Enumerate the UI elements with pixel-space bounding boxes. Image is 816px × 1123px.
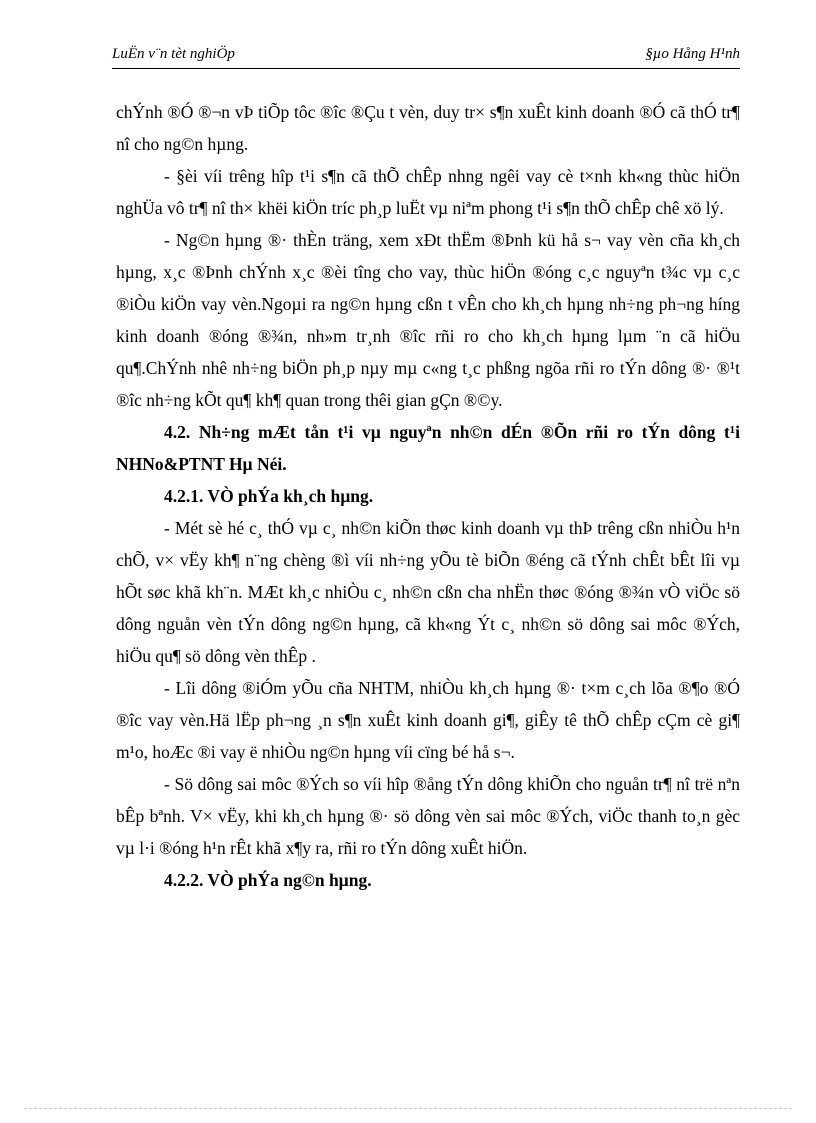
subsection-heading-4-2-2: 4.2.2. VÒ phÝa ng©n hµng.: [164, 870, 372, 890]
page-header: [112, 44, 740, 69]
header-thesis-title: LuËn v¨n tèt nghiÖp: [112, 46, 235, 62]
subsection-heading-4-2-1: 4.2.1. VÒ phÝa kh¸ch hµng.: [164, 486, 374, 506]
paragraph-continuation: chÝnh ®Ó ®¬n vÞ tiÕp tôc ®îc ®Çu t vèn, duy tr× s¶n xuÊt kinh doanh ®Ó cã thÓ tr¶ nî cho ng©n hµng.: [116, 102, 740, 154]
paragraph-fraud: - Lîi dông ®iÓm yÕu cña NHTM, nhiÒu kh¸ch hµng ®· t×m c¸ch lõa ®¶o ®Ó ®îc vay vèn.Hä lËp ph¬ng ¸n s¶n xuÊt kinh doanh gi¶, giÊy tê thÕ chÊp cÇm cè gi¶ m¹o, hoÆc ®i vay ë nhiÒu ng©n hµng víi cïng bé hå s¬.: [116, 678, 740, 762]
page-bottom-divider: [24, 1108, 792, 1109]
paragraph-customer-knowledge: - Mét sè hé c¸ thÓ vµ c¸ nh©n kiÕn thøc kinh doanh vµ thÞ trêng cßn nhiÒu h¹n chÕ, v× vËy kh¶ n¨ng chèng ®ì víi nh÷ng yÕu tè biÕn ®éng cã tÝnh chÊt bÊt lîi vµ hÕt søc khã kh¨n. MÆt kh¸c nhiÒu c¸ nh©n cßn cha nhËn thøc ®óng ®¾n vÒ viÖc sö dông nguån vèn tÝn dông ng©n hµng, cã kh«ng Ýt c¸ nh©n sö dông sai môc ®Ých, hiÖu qu¶ sö dông vèn thÊp .: [116, 518, 740, 666]
header-author-name: §µo Hång H¹nh: [645, 46, 740, 62]
section-heading-4-2: 4.2. Nh÷ng mÆt tån t¹i vµ nguyªn nh©n dÉn ®Õn rñi ro tÝn dông t¹i NHNo&PTNT Hµ Néi.: [116, 422, 740, 474]
paragraph-misuse-of-funds: - Sö dông sai môc ®Ých so víi hîp ®ång tÝn dông khiÕn cho nguån tr¶ nî trë nªn bÊp bªnh. V× vËy, khi kh¸ch hµng ®· sö dông vèn sai môc ®Ých, viÖc thanh to¸n gèc vµ l·i ®óng h¹n rÊt khã x¶y ra, rñi ro tÝn dông xuÊt hiÖn.: [116, 774, 740, 858]
document-body: [116, 96, 740, 896]
paragraph-collateral-handling: - §èi víi trêng hîp t¹i s¶n cã thÕ chÊp nhng ngêi vay cè t×nh kh«ng thùc hiÖn nghÜa vô tr¶ nî th× khëi kiÖn tríc ph¸p luËt vµ niªm phong t¹i s¶n thÕ chÊp chê xö lý.: [116, 166, 740, 218]
paragraph-appraisal-measures: - Ng©n hµng ®· thÈn träng, xem xÐt thËm ®Þnh kü hå s¬ vay vèn cña kh¸ch hµng, x¸c ®Þnh chÝnh x¸c ®èi tîng cho vay, thùc hiÖn ®óng c¸c nguyªn t¾c vµ c¸c ®iÒu kiÖn vay vèn.Ngoµi ra ng©n hµng cßn t vÊn cho kh¸ch hµng nh÷ng ph¬ng híng kinh doanh ®óng ®¾n, nh»m tr¸nh ®îc rñi ro cho kh¸ch hµng lµm ¨n cã hiÖu qu¶.ChÝnh nhê nh÷ng biÖn ph¸p nµy mµ c«ng t¸c phßng ngõa rñi ro tÝn dông ®· ®¹t ®îc nh÷ng kÕt qu¶ kh¶ quan trong thêi gian gÇn ®©y.: [116, 230, 740, 410]
